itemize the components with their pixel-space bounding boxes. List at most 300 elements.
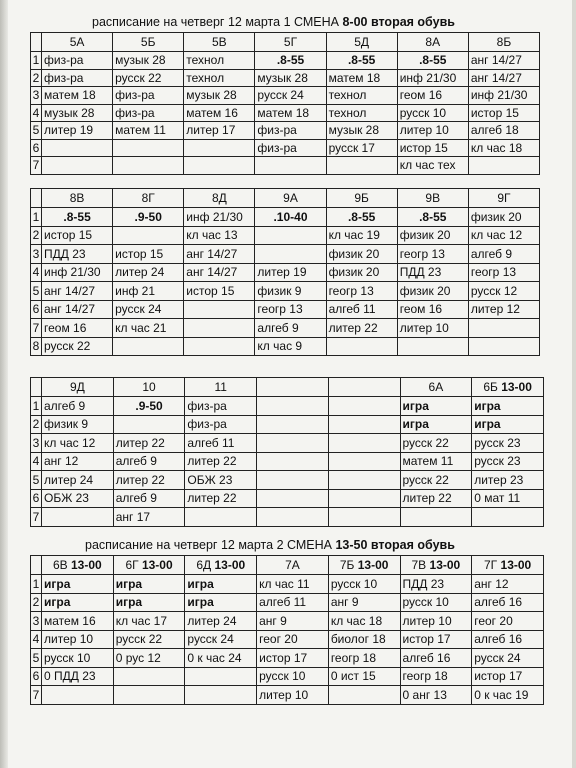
lesson-cell [255, 157, 326, 175]
lesson-number: 4 [31, 630, 42, 649]
lesson-number: 4 [31, 263, 42, 282]
lesson-cell: алгеб 16 [472, 630, 544, 649]
corner-cell [31, 33, 42, 52]
lesson-number: 3 [31, 434, 42, 453]
lesson-cell: кл час 9 [255, 337, 326, 356]
lesson-row [31, 87, 540, 105]
lesson-cell [185, 508, 257, 527]
lesson-row [31, 508, 544, 527]
lesson-cell: истор 15 [42, 226, 113, 245]
lesson-cell: .8-55 [326, 208, 397, 227]
lesson-cell [42, 686, 114, 705]
lesson-cell: алгеб 11 [185, 434, 257, 453]
lesson-number: 6 [31, 300, 42, 319]
lesson-cell: русск 22 [113, 630, 185, 649]
lesson-cell: 0 к час 24 [185, 649, 257, 668]
lesson-cell [468, 337, 539, 356]
lesson-cell: физик 20 [397, 282, 468, 301]
lesson-cell: литер 19 [255, 263, 326, 282]
lesson-cell: русск 22 [42, 337, 113, 356]
lesson-cell: геог 20 [257, 630, 329, 649]
lesson-cell: .8-55 [42, 208, 113, 227]
lesson-cell: анг 12 [42, 452, 114, 471]
lesson-cell [257, 489, 329, 508]
lesson-cell: .9-50 [113, 397, 185, 416]
lesson-cell: .9-50 [113, 208, 184, 227]
class-header: 6Б 13-00 [472, 378, 544, 397]
class-header: 10 [113, 378, 185, 397]
lesson-cell: инф 21/30 [468, 87, 539, 105]
lesson-cell: .10-40 [255, 208, 326, 227]
header-row [31, 556, 544, 575]
lesson-cell: алгеб 16 [472, 593, 544, 612]
lesson-cell: русск 24 [255, 87, 326, 105]
lesson-cell: литер 12 [468, 300, 539, 319]
lesson-cell: физик 9 [255, 282, 326, 301]
lesson-row [31, 282, 540, 301]
lesson-cell [326, 337, 397, 356]
lesson-cell: физик 20 [397, 226, 468, 245]
lesson-cell: литер 24 [42, 471, 114, 490]
lesson-cell: алгеб 9 [255, 319, 326, 338]
lesson-cell: физ-ра [113, 87, 184, 105]
lesson-cell: литер 10 [400, 612, 472, 631]
header-row [31, 33, 540, 52]
block4-title [85, 538, 455, 552]
lesson-row [31, 208, 540, 227]
lesson-number: 5 [31, 282, 42, 301]
lesson-row [31, 397, 544, 416]
lesson-cell: физ-ра [185, 397, 257, 416]
lesson-cell: .8-55 [397, 208, 468, 227]
lesson-cell [397, 337, 468, 356]
lesson-cell: алгеб 16 [400, 649, 472, 668]
class-header: 5А [42, 33, 113, 52]
class-header: 9Б [326, 189, 397, 208]
lesson-cell: игра [113, 575, 185, 594]
lesson-cell [328, 508, 400, 527]
lesson-cell: физ-ра [42, 52, 113, 70]
class-header: 9А [255, 189, 326, 208]
lesson-cell: алгеб 9 [468, 245, 539, 264]
lesson-cell [185, 686, 257, 705]
lesson-cell: ПДД 23 [397, 263, 468, 282]
lesson-cell: игра [400, 415, 472, 434]
lesson-cell: геом 16 [42, 319, 113, 338]
schedule-table-shift2 [30, 555, 544, 705]
lesson-cell: русск 10 [42, 649, 114, 668]
lesson-number: 1 [31, 397, 42, 416]
lesson-cell: физ-ра [185, 415, 257, 434]
lesson-cell [468, 319, 539, 338]
lesson-cell: музык 28 [255, 69, 326, 87]
corner-cell [31, 189, 42, 208]
lesson-cell: ОБЖ 23 [42, 489, 114, 508]
lesson-cell: физик 20 [468, 208, 539, 227]
lesson-cell: ПДД 23 [42, 245, 113, 264]
lesson-cell: литер 22 [326, 319, 397, 338]
lesson-number: 5 [31, 649, 42, 668]
lesson-cell: матем 16 [42, 612, 114, 631]
lesson-cell: истор 17 [472, 667, 544, 686]
lesson-cell [328, 397, 400, 416]
class-header: 7В 13-00 [400, 556, 472, 575]
lesson-cell: ПДД 23 [400, 575, 472, 594]
lesson-cell: алгеб 9 [113, 452, 185, 471]
lesson-cell: кл час 17 [113, 612, 185, 631]
lesson-cell [472, 508, 544, 527]
lesson-cell [113, 667, 185, 686]
lesson-cell: анг 14/27 [468, 52, 539, 70]
lesson-cell: .8-55 [326, 52, 397, 70]
lesson-cell: литер 22 [185, 489, 257, 508]
lesson-cell: инф 21/30 [184, 208, 255, 227]
lesson-cell: 0 анг 13 [400, 686, 472, 705]
corner-cell [31, 378, 42, 397]
lesson-cell: русск 22 [400, 434, 472, 453]
lesson-cell: литер 10 [397, 319, 468, 338]
lesson-cell: инф 21/30 [42, 263, 113, 282]
lesson-cell: литер 22 [113, 471, 185, 490]
lesson-row [31, 649, 544, 668]
lesson-cell: физ-ра [255, 122, 326, 140]
lesson-cell: анг 14/27 [42, 282, 113, 301]
lesson-row [31, 69, 540, 87]
lesson-row [31, 139, 540, 157]
lesson-cell: литер 10 [397, 122, 468, 140]
class-header [328, 378, 400, 397]
block4-title-bold: 13-50 вторая обувь [335, 538, 455, 552]
lesson-cell [113, 415, 185, 434]
lesson-cell: алгеб 9 [113, 489, 185, 508]
lesson-cell: русск 24 [185, 630, 257, 649]
lesson-number: 1 [31, 52, 42, 70]
lesson-cell [185, 667, 257, 686]
lesson-cell [42, 157, 113, 175]
lesson-cell: игра [472, 415, 544, 434]
class-header: 5Д [326, 33, 397, 52]
lesson-cell: русск 23 [472, 434, 544, 453]
lesson-cell: анг 9 [257, 612, 329, 631]
lesson-cell: геогр 13 [255, 300, 326, 319]
class-header: 6В 13-00 [42, 556, 114, 575]
lesson-cell [257, 434, 329, 453]
lesson-cell: кл час 21 [113, 319, 184, 338]
corner-cell [31, 556, 42, 575]
lesson-row [31, 122, 540, 140]
lesson-number: 7 [31, 508, 42, 527]
lesson-cell: геом 16 [397, 87, 468, 105]
lesson-cell: кл час 18 [468, 139, 539, 157]
lesson-cell: биолог 18 [328, 630, 400, 649]
lesson-cell: русск 22 [113, 69, 184, 87]
lesson-cell: русск 10 [397, 104, 468, 122]
lesson-cell: игра [185, 575, 257, 594]
lesson-cell [468, 157, 539, 175]
lesson-cell: физ-ра [42, 69, 113, 87]
lesson-cell: матем 11 [113, 122, 184, 140]
lesson-number: 6 [31, 139, 42, 157]
lesson-cell [255, 226, 326, 245]
lesson-row [31, 593, 544, 612]
block4-title-text: расписание на четверг 12 марта 2 СМЕНА [85, 538, 336, 552]
lesson-cell [257, 471, 329, 490]
lesson-cell: русск 17 [326, 139, 397, 157]
lesson-cell: матем 11 [400, 452, 472, 471]
lesson-cell: 0 к час 19 [472, 686, 544, 705]
lesson-number: 2 [31, 226, 42, 245]
lesson-row [31, 157, 540, 175]
lesson-cell [255, 245, 326, 264]
lesson-cell [400, 508, 472, 527]
class-header: 5Г [255, 33, 326, 52]
schedule-table-grade8-9 [30, 188, 540, 356]
lesson-cell: инф 21 [113, 282, 184, 301]
lesson-cell: технол [326, 104, 397, 122]
lesson-cell: технол [326, 87, 397, 105]
class-header: 7Г 13-00 [472, 556, 544, 575]
lesson-cell: музык 28 [326, 122, 397, 140]
lesson-row [31, 226, 540, 245]
lesson-row [31, 300, 540, 319]
block1-title-text: расписание на четверг 12 марта 1 СМЕНА [92, 15, 343, 29]
lesson-cell: истор 15 [113, 245, 184, 264]
lesson-row [31, 575, 544, 594]
lesson-cell: алгеб 9 [42, 397, 114, 416]
lesson-row [31, 434, 544, 453]
class-header: 6Г 13-00 [113, 556, 185, 575]
lesson-cell: матем 16 [184, 104, 255, 122]
lesson-cell: геогр 13 [468, 263, 539, 282]
lesson-row [31, 452, 544, 471]
lesson-cell: литер 23 [472, 471, 544, 490]
lesson-row [31, 319, 540, 338]
lesson-cell: матем 18 [42, 87, 113, 105]
lesson-cell [113, 337, 184, 356]
class-header: 9Д [42, 378, 114, 397]
lesson-cell: геог 20 [472, 612, 544, 631]
lesson-cell: русск 10 [257, 667, 329, 686]
lesson-cell: русск 22 [400, 471, 472, 490]
lesson-number: 2 [31, 415, 42, 434]
lesson-row [31, 52, 540, 70]
lesson-cell: 0 ист 15 [328, 667, 400, 686]
lesson-cell: кл час 18 [328, 612, 400, 631]
block1-title-bold: 8-00 вторая обувь [342, 15, 455, 29]
lesson-cell [257, 397, 329, 416]
lesson-cell: анг 14/27 [468, 69, 539, 87]
lesson-cell [113, 139, 184, 157]
class-header: 8Д [184, 189, 255, 208]
schedule-table-grade9-11-6 [30, 377, 544, 527]
lesson-cell: инф 21/30 [397, 69, 468, 87]
block1-title [92, 15, 455, 29]
lesson-cell: анг 17 [113, 508, 185, 527]
lesson-cell: кл час 12 [42, 434, 114, 453]
lesson-cell: литер 24 [113, 263, 184, 282]
lesson-cell: литер 19 [42, 122, 113, 140]
lesson-cell: технол [184, 69, 255, 87]
lesson-cell [113, 226, 184, 245]
lesson-cell [328, 686, 400, 705]
lesson-cell: матем 18 [326, 69, 397, 87]
lesson-cell: игра [42, 575, 114, 594]
lesson-cell: кл час тех [397, 157, 468, 175]
lesson-cell [42, 139, 113, 157]
lesson-cell: игра [42, 593, 114, 612]
lesson-row [31, 104, 540, 122]
lesson-cell [42, 508, 114, 527]
class-header: 9В [397, 189, 468, 208]
lesson-cell: анг 12 [472, 575, 544, 594]
lesson-cell [184, 139, 255, 157]
lesson-cell: геогр 13 [326, 282, 397, 301]
lesson-number: 7 [31, 157, 42, 175]
lesson-cell: музык 28 [42, 104, 113, 122]
lesson-cell: геогр 18 [400, 667, 472, 686]
class-header: 6А [400, 378, 472, 397]
schedule-table-shift1-grade5-8 [30, 32, 540, 175]
lesson-number: 8 [31, 337, 42, 356]
lesson-row [31, 686, 544, 705]
header-row [31, 189, 540, 208]
lesson-number: 7 [31, 319, 42, 338]
lesson-cell [184, 157, 255, 175]
lesson-cell: игра [185, 593, 257, 612]
lesson-row [31, 489, 544, 508]
lesson-cell: русск 24 [472, 649, 544, 668]
lesson-cell: анг 14/27 [42, 300, 113, 319]
lesson-cell: алгеб 18 [468, 122, 539, 140]
lesson-cell: .8-55 [255, 52, 326, 70]
lesson-cell [328, 452, 400, 471]
lesson-cell: истор 17 [257, 649, 329, 668]
lesson-number: 2 [31, 69, 42, 87]
lesson-cell: технол [184, 52, 255, 70]
lesson-row [31, 471, 544, 490]
lesson-cell [257, 415, 329, 434]
class-header: 9Г [468, 189, 539, 208]
class-header: 5В [184, 33, 255, 52]
lesson-cell: алгеб 11 [326, 300, 397, 319]
lesson-cell: физ-ра [113, 104, 184, 122]
lesson-cell: литер 24 [185, 612, 257, 631]
lesson-cell: литер 10 [42, 630, 114, 649]
lesson-cell: 0 рус 12 [113, 649, 185, 668]
class-header: 7А [257, 556, 329, 575]
lesson-number: 1 [31, 575, 42, 594]
lesson-row [31, 667, 544, 686]
lesson-cell: русск 12 [468, 282, 539, 301]
class-header: 5Б [113, 33, 184, 52]
lesson-cell [184, 300, 255, 319]
lesson-cell: истор 15 [184, 282, 255, 301]
lesson-row [31, 263, 540, 282]
lesson-cell [184, 337, 255, 356]
lesson-cell: истор 17 [400, 630, 472, 649]
lesson-cell: физик 20 [326, 245, 397, 264]
lesson-cell: истор 15 [468, 104, 539, 122]
class-header: 8В [42, 189, 113, 208]
lesson-cell: 0 ПДД 23 [42, 667, 114, 686]
lesson-cell: литер 22 [113, 434, 185, 453]
lesson-cell [184, 319, 255, 338]
lesson-cell [113, 157, 184, 175]
lesson-cell: ОБЖ 23 [185, 471, 257, 490]
lesson-cell: анг 14/27 [184, 263, 255, 282]
lesson-cell: кл час 19 [326, 226, 397, 245]
lesson-cell: русск 24 [113, 300, 184, 319]
class-header: 11 [185, 378, 257, 397]
lesson-cell: русск 23 [472, 452, 544, 471]
lesson-number: 3 [31, 612, 42, 631]
lesson-cell: геом 16 [397, 300, 468, 319]
lesson-cell [328, 415, 400, 434]
lesson-row [31, 415, 544, 434]
lesson-number: 3 [31, 87, 42, 105]
lesson-number: 3 [31, 245, 42, 264]
lesson-cell: игра [472, 397, 544, 416]
lesson-number: 5 [31, 122, 42, 140]
lesson-cell: геогр 13 [397, 245, 468, 264]
lesson-number: 1 [31, 208, 42, 227]
lesson-cell [328, 489, 400, 508]
lesson-cell: литер 22 [185, 452, 257, 471]
lesson-number: 6 [31, 489, 42, 508]
header-row [31, 378, 544, 397]
lesson-cell: игра [400, 397, 472, 416]
lesson-cell [328, 471, 400, 490]
lesson-cell: музык 28 [113, 52, 184, 70]
lesson-number: 4 [31, 452, 42, 471]
class-header: 8Г [113, 189, 184, 208]
class-header: 8А [397, 33, 468, 52]
lesson-cell: русск 10 [400, 593, 472, 612]
lesson-cell: физик 9 [42, 415, 114, 434]
lesson-cell: кл час 13 [184, 226, 255, 245]
lesson-number: 2 [31, 593, 42, 612]
lesson-cell [257, 452, 329, 471]
lesson-row [31, 245, 540, 264]
lesson-row [31, 337, 540, 356]
lesson-cell [326, 157, 397, 175]
lesson-cell [328, 434, 400, 453]
lesson-cell: алгеб 11 [257, 593, 329, 612]
class-header [257, 378, 329, 397]
lesson-number: 6 [31, 667, 42, 686]
lesson-number: 7 [31, 686, 42, 705]
lesson-cell: матем 18 [255, 104, 326, 122]
lesson-cell: геогр 18 [328, 649, 400, 668]
lesson-cell: литер 10 [257, 686, 329, 705]
lesson-cell: литер 17 [184, 122, 255, 140]
lesson-cell: русск 10 [328, 575, 400, 594]
lesson-cell [257, 508, 329, 527]
lesson-number: 4 [31, 104, 42, 122]
lesson-cell: кл час 11 [257, 575, 329, 594]
lesson-number: 5 [31, 471, 42, 490]
lesson-cell: физ-ра [255, 139, 326, 157]
lesson-cell: литер 22 [400, 489, 472, 508]
class-header: 8Б [468, 33, 539, 52]
lesson-cell: анг 14/27 [184, 245, 255, 264]
page-edge-shadow [0, 0, 8, 768]
class-header: 7Б 13-00 [328, 556, 400, 575]
lesson-cell: истор 15 [397, 139, 468, 157]
lesson-cell: .8-55 [397, 52, 468, 70]
lesson-row [31, 630, 544, 649]
lesson-cell: 0 мат 11 [472, 489, 544, 508]
